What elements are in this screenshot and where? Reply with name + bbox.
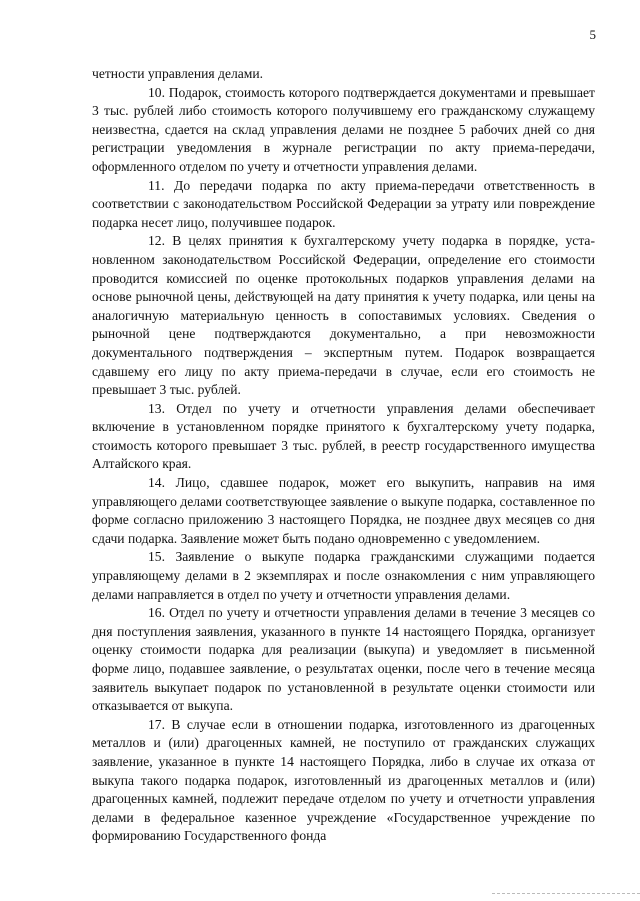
paragraph-12: 12. В целях принятия к бухгалтерскому учету подарка в порядке, установленном законодательством Российской Федерации, определение его стоимости проводится комиссией по оценке протокольных подарков управления делами на основе рыночной цены, действующей на дату принятия к учету подарка, или цены на аналогичную материальную ценность в сопоставимых условиях. Сведения о рыночной цене подтверждаются документально, а при невозможности документального подтверждения – экспертным путем. Подарок возвращается сдавшему его лицу по акту приема-передачи в случае, если его стоимость не превышает 3 тыс. рублей. bbox=[92, 233, 595, 398]
page-number: 5 bbox=[589, 27, 596, 42]
document-body bbox=[92, 65, 595, 846]
paragraph-15: 15. Заявление о выкупе подарка гражданскими служащими подается управляющему делами в 2 экземплярах и после ознакомления с ним управляющего делами направляется в отдел по учету и отчетности управления делами. bbox=[92, 549, 595, 602]
paragraph-10: 10. Подарок, стоимость которого подтверждается документами и превышает 3 тыс. рублей либо стоимость которого получившему его гражданскому служащему неизвестна, сдается на склад управления делами не позднее 5 рабочих дней со дня регистрации уведомления в журнале регистрации по акту приема-передачи, оформленного отделом по учету и отчетности управления делами. bbox=[92, 84, 595, 174]
paragraph-17: 17. В случае если в отношении подарка, изготовленного из драгоценных металлов и (или) драгоценных камней, не поступило от гражданских служащих заявление, указанное в пункте 14 настоящего Порядка, либо в случае их отказа от выкупа такого подарка подарок, изготовленный из драгоценных металлов и (или) драгоценных камней, подлежит передаче отделом по учету и отчетности управления делами в федеральное казенное учреждение «Государственное учреждение по формированию Государственного фонда bbox=[92, 716, 595, 844]
paragraph-continuation: четности управления делами. bbox=[92, 66, 264, 81]
paragraph-13: 13. Отдел по учету и отчетности управления делами обеспечивает включение в установленном порядке принятого к бухгалтерскому учету подарка, стоимость которого превышает 3 тыс. рублей, в реестр государственного имущества Алтайского края. bbox=[92, 400, 595, 472]
paragraph-11: 11. До передачи подарка по акту приема-передачи ответственность в соответствии с законодательством Российской Федерации за утрату или повреждение подарка несет лицо, получившее подарок. bbox=[92, 177, 595, 230]
scan-edge-line bbox=[492, 893, 640, 894]
paragraph-14: 14. Лицо, сдавшее подарок, может его выкупить, направив на имя управляющего делами соответствующее заявление о выкупе подарка, составленное по форме согласно приложению 3 настоящего Порядка, не позднее двух месяцев со дня сдачи подарка. Заявление может быть подано одновременно с уведомлением. bbox=[92, 475, 595, 546]
paragraph-16: 16. Отдел по учету и отчетности управления делами в течение 3 месяцев со дня поступления заявления, указанного в пункте 14 настоящего Порядка, организует оценку стоимости подарка для реализации (выкупа) и уведомляет в письменной форме лицо, подавшее заявление, о результатах оценки, после чего в течение месяца заявитель выкупает подарок по установленной в результате оценки стоимости или отказывается от выкупа. bbox=[92, 605, 595, 714]
